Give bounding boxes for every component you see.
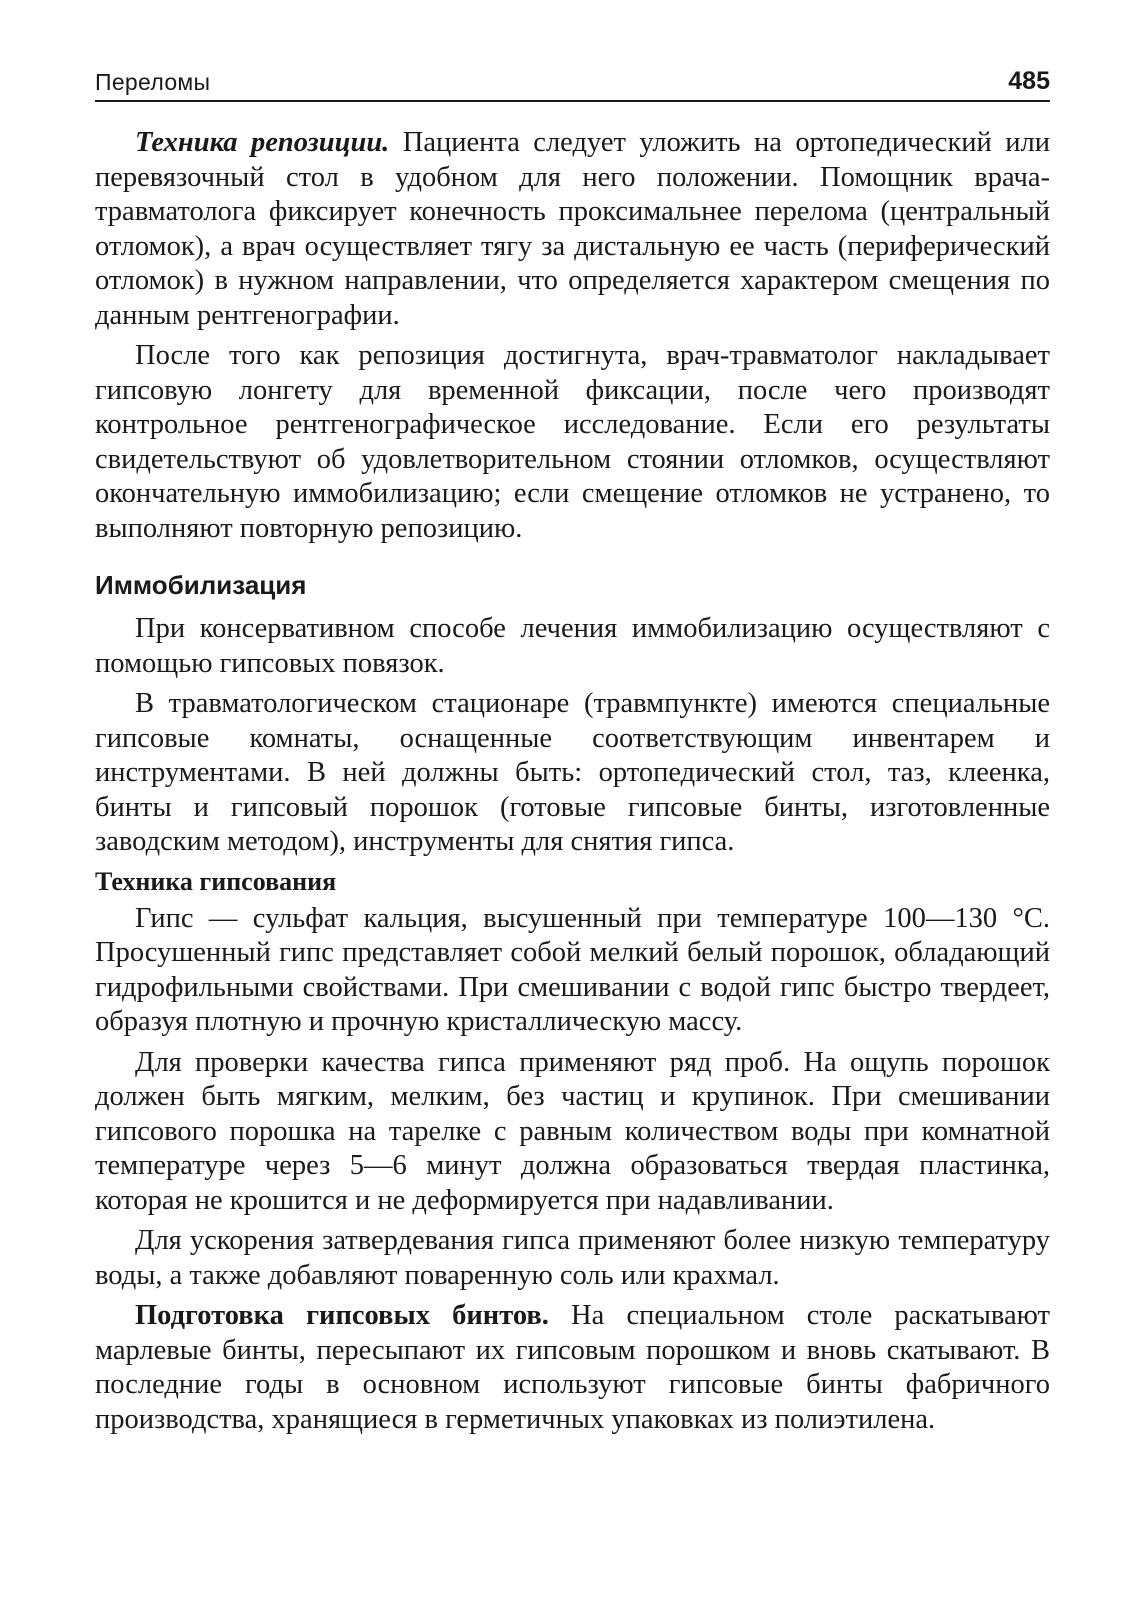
section-heading-immobilization: Иммобилизация (95, 570, 307, 600)
paragraph-after-reposition: После того как репозиция достигнута, врач-травматолог накладывает гипсовую лонгету для временной фиксации, после чего производят контрольное рентгенографическое исследование. Если его результаты свидетельствуют об удовлетворительном стоянии отломков, осуществляют окончательную иммобилизацию; если смещение отломков не устранено, то выполняют повторную репозицию. (95, 340, 1050, 544)
paragraph-quality-tests: Для проверки качества гипса применяют ряд проб. На ощупь порошок должен быть мягким, мелким, без частиц и крупинок. При смешивании гипсового порошка на тарелке с равным количеством воды при комнатной температуре через 5—6 минут должна образоваться твердая пластинка, которая не крошится и не деформируется при надавливании. (95, 1046, 1050, 1216)
book-page (95, 58, 1050, 1443)
paragraph-hardening-acceleration: Для ускорения затвердевания гипса применяют более низкую температуру воды, а также добавляют поваренную соль или крахмал. (95, 1225, 1050, 1291)
paragraph-reposition-technique (95, 126, 1050, 333)
paragraph-conservative-method: При консервативном способе лечения иммобилизацию осуществляют с помощью гипсовых повязок. (95, 613, 1050, 679)
paragraph-text: На специальном столе раскатывают марлевые бинты, пересыпают их гипсовым порошком и вновь скатывают. В последние годы в основном используют гипсовые бинты фабричного производства, хранящиеся в герметичных упаковках из полиэтилена. (95, 1300, 1050, 1435)
paragraph-bandage-preparation (95, 1299, 1050, 1437)
subheading-plaster-technique: Техника гипсования (95, 866, 337, 896)
paragraph-plaster-rooms: В травматологическом стационаре (травмпункте) имеются специальные гипсовые комнаты, оснащенные соответствующим инвентарем и инструментами. В ней должны быть: ортопедический стол, таз, клеенка, бинты и гипсовый порошок (готовые гипсовые бинты, изготовленные заводским методом), инструменты для снятия гипса. (95, 688, 1050, 857)
paragraph-lead-bandages: Подготовка гипсовых бинтов. (135, 1300, 549, 1331)
paragraph-plaster-definition: Гипс — сульфат кальция, высушенный при температуре 100—130 °С. Просушенный гипс представляет собой мелкий белый порошок, обладающий гидрофильными свойствами. При смешивании с водой гипс быстро твердеет, образуя плотную и прочную кристаллическую массу. (95, 902, 1050, 1037)
page-number: 485 (1008, 67, 1050, 95)
running-header (95, 58, 1050, 102)
paragraph-lead-reposition: Техника репозиции. (135, 127, 390, 158)
page-body (95, 126, 1050, 1437)
running-header-section-title: Переломы (95, 69, 211, 95)
paragraph-text: Пациента следует уложить на ортопедический или перевязочный стол в удобном для него положении. Помощник врача-травматолога фиксирует конечность проксимальнее перелома (центральный отломок), а врач осуществляет тягу за дистальную ее часть (периферический отломок) в нужном направлении, что определяется характером смещения по данным рентгенографии. (95, 127, 1050, 331)
